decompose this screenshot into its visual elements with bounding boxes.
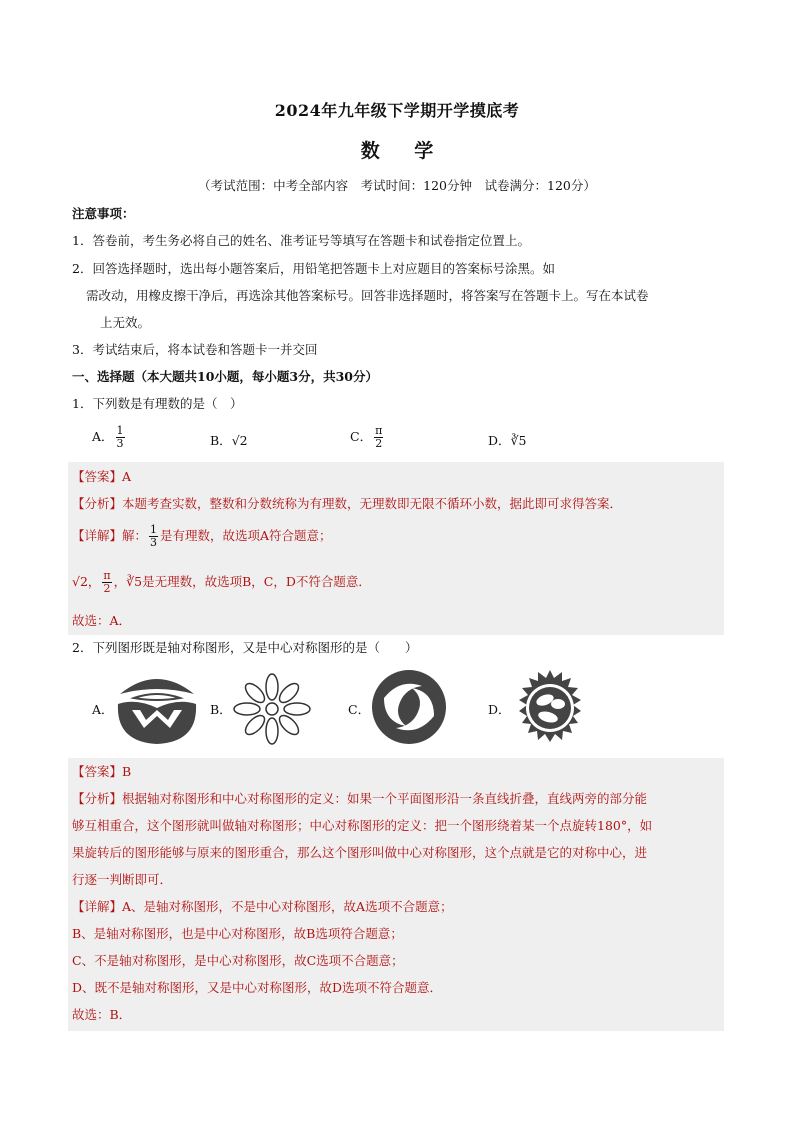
q2-analysis-3: 果旋转后的图形能够与原来的图形重合，那么这个图形叫做中心对称图形，这个点就是它的对称中心，进 [72, 845, 648, 860]
q1-option-a: A． $\frac{1}{3}$ [92, 424, 124, 450]
q2-figure-b [232, 672, 312, 746]
q2-choose: 故选：B． [72, 1007, 132, 1022]
q2-analysis-1: 【分析】根据轴对称图形和中心对称图形的定义：如果一个平面图形沿一条直线折叠，直线两旁的部分能 [72, 791, 648, 806]
q2-analysis-4: 行逐一判断即可． [72, 872, 173, 887]
q2-detail-4: D、既不是轴对称图形，又是中心对称图形，故D选项不符合题意． [72, 980, 443, 995]
q2-option-c-label: C． [348, 702, 371, 717]
exam-title: 2024年九年级下学期开学摸底考 [274, 101, 520, 120]
q1-analysis: 【分析】本题考查实数，整数和分数统称为有理数，无理数即无限不循环小数，据此即可求得答案． [72, 496, 623, 511]
q1-detail-2: √2， $\frac{\pi}{2}$ ，∛5是无理数，故选项B，C，D不符合题意． [72, 569, 371, 595]
notice-item-2-end: 上无效。 [100, 315, 151, 330]
q2-option-a-label: A． [92, 702, 114, 717]
section-heading: 一、选择题（本大题共10小题，每小题3分，共30分） [72, 369, 378, 384]
exam-subject: 数 学 [360, 140, 434, 162]
q2-answer: 【答案】B [72, 764, 132, 779]
q1-option-b: B．√2 [210, 433, 248, 448]
q2-stem: 2．下列图形既是轴对称图形，又是中心对称图形的是（ ） [72, 640, 418, 655]
q2-figure-c [370, 668, 448, 746]
q1-detail-1: 【详解】解： $\frac{1}{3}$ 是有理数，故选项A符合题意； [72, 523, 332, 549]
notice-item-2-cont: 需改动，用橡皮擦干净后，再选涂其他答案标号。回答非选择题时，将答案写在答题卡上。写在本试卷 [86, 288, 649, 303]
q2-figure-a [114, 668, 200, 746]
notice-heading: 注意事项： [72, 206, 135, 221]
notice-item-3: 3．考试结束后，将本试卷和答题卡一并交回 [72, 342, 318, 357]
q2-detail-3: C、不是轴对称图形，是中心对称图形，故C选项不合题意； [72, 953, 404, 968]
exam-scope: （考试范围：中考全部内容 考试时间：120分钟 试卷满分：120分） [198, 178, 596, 193]
notice-item-2: 2．回答选择题时，选出每小题答案后，用铅笔把答题卡上对应题目的答案标号涂黑。如 [72, 261, 555, 276]
q2-detail-1: 【详解】A、是轴对称图形，不是中心对称图形，故A选项不合题意； [72, 899, 453, 914]
q1-answer: 【答案】A [72, 469, 132, 484]
q2-option-d-label: D． [488, 702, 511, 717]
q1-option-c-fraction: $\frac{\pi}{2}$ [375, 424, 383, 450]
q1-stem: 1．下列数是有理数的是（ ） [72, 396, 243, 411]
q2-analysis-2: 够互相重合，这个图形就叫做轴对称图形；中心对称图形的定义：把一个图形绕着某一个点旋转180°，如 [72, 818, 653, 833]
notice-item-1: 1．答卷前，考生务必将自己的姓名、准考证号等填写在答题卡和试卷指定位置上。 [72, 233, 530, 248]
q1-option-a-fraction: $\frac{1}{3}$ [116, 424, 124, 450]
q1-option-d: D．∛5 [488, 433, 527, 448]
q2-option-b-label: B． [210, 702, 232, 717]
q2-figure-d [510, 668, 590, 748]
q2-detail-2: B、是轴对称图形，也是中心对称图形，故B选项符合题意； [72, 926, 403, 941]
q1-option-c: C． $\frac{\pi}{2}$ [350, 424, 383, 450]
q1-choose: 故选：A． [72, 613, 132, 628]
